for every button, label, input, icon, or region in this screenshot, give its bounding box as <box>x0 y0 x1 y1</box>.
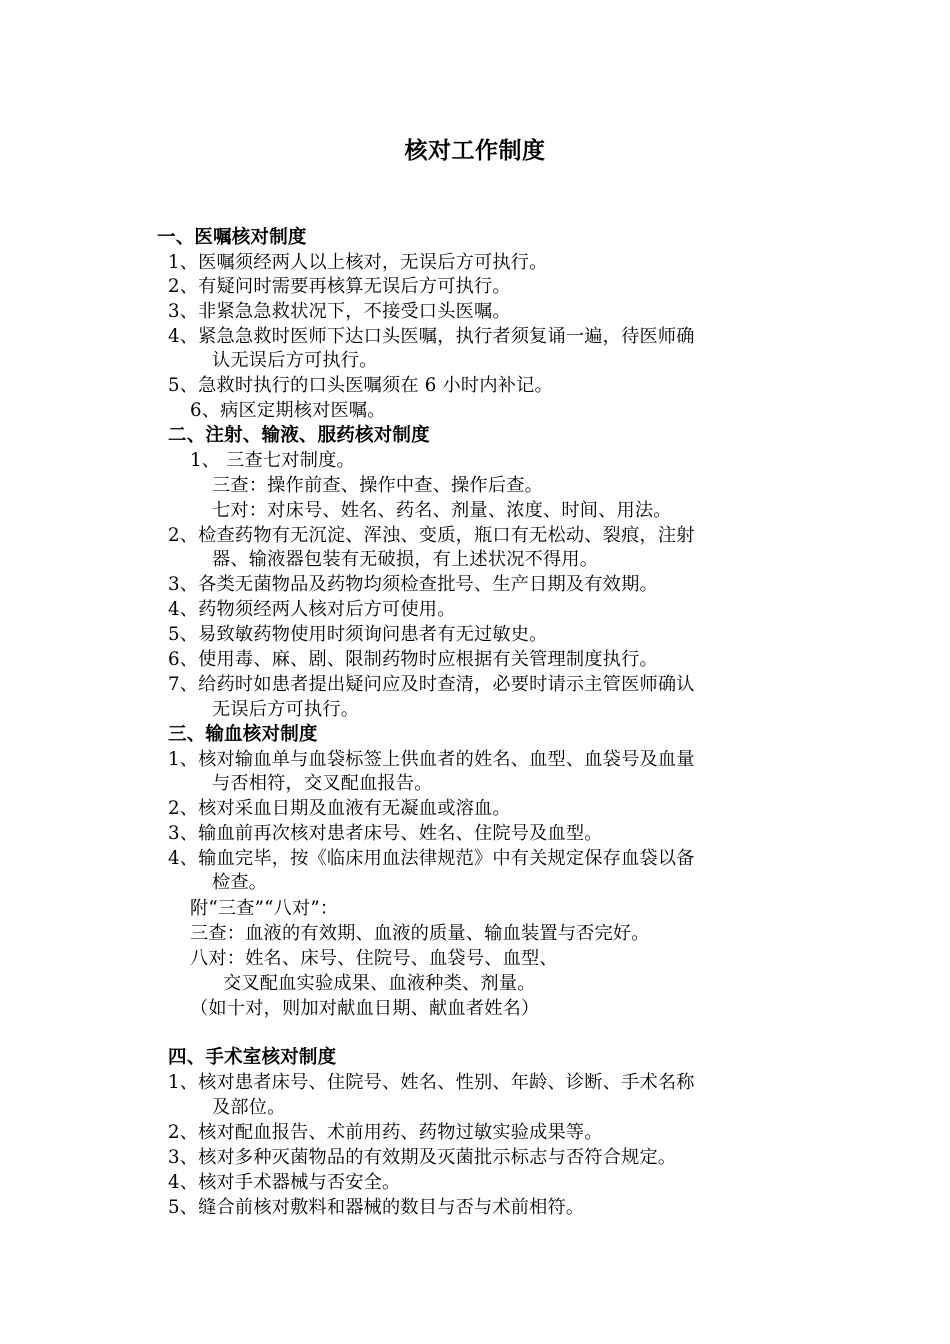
paragraph-line: 3、输血前再次核对患者床号、姓名、住院号及血型。 <box>168 823 603 844</box>
paragraph-line: 6、使用毒、麻、剧、限制药物时应根据有关管理制度执行。 <box>168 649 658 670</box>
paragraph-line: 三查：操作前查、操作中查、操作后查。 <box>212 475 543 496</box>
paragraph-line: 与否相符，交叉配血报告。 <box>212 773 433 794</box>
paragraph-line: 七对：对床号、姓名、药名、剂量、浓度、时间、用法。 <box>212 500 672 521</box>
note-line: 交叉配血实验成果、血液种类、剂量。 <box>223 973 536 994</box>
paragraph-line: 3、各类无菌物品及药物均须检查批号、生产日期及有效期。 <box>168 574 658 595</box>
note-line: 三查：血液的有效期、血液的质量、输血装置与否完好。 <box>190 923 650 944</box>
paragraph-line: 器、输液器包装有无破损，有上述状况不得用。 <box>212 549 599 570</box>
note-line: 八对：姓名、床号、住院号、血袋号、血型、 <box>190 948 558 969</box>
paragraph-line: 认无误后方可执行。 <box>212 350 378 371</box>
paragraph-line: 3、非紧急急救状况下，不接受口头医嘱。 <box>168 301 511 322</box>
note-line: （如十对，则加对献血日期、献血者姓名） <box>190 998 540 1019</box>
paragraph-line: 6、病区定期核对医嘱。 <box>190 400 386 421</box>
document-title: 核对工作制度 <box>404 138 546 164</box>
paragraph-line: 5、急救时执行的口头医嘱须在 6 小时内补记。 <box>168 375 553 396</box>
paragraph-line: 5、易致敏药物使用时须询问患者有无过敏史。 <box>168 624 548 645</box>
paragraph-line: 无误后方可执行。 <box>212 699 360 720</box>
paragraph-line: 检查。 <box>212 872 268 893</box>
paragraph-line: 4、紧急急救时医师下达口头医嘱，执行者须复诵一遍，待医师确 <box>168 326 695 347</box>
section-heading-blood-transfusion: 三、输血核对制度 <box>168 724 318 745</box>
paragraph-line: 3、核对多种灭菌物品的有效期及灭菌批示标志与否符合规定。 <box>168 1147 677 1168</box>
paragraph-line: 1、 三查七对制度。 <box>190 450 355 471</box>
paragraph-line: 2、有疑问时需要再核算无误后方可执行。 <box>168 276 511 297</box>
paragraph-line: 4、药物须经两人核对后方可使用。 <box>168 599 456 620</box>
paragraph-line: 1、医嘱须经两人以上核对，无误后方可执行。 <box>168 252 548 273</box>
paragraph-line: 2、检查药物有无沉淀、浑浊、变质，瓶口有无松动、裂痕，注射 <box>168 525 695 546</box>
paragraph-line: 7、给药时如患者提出疑问应及时查清，必要时请示主管医师确认 <box>168 674 695 695</box>
paragraph-line: 及部位。 <box>212 1097 286 1118</box>
section-heading-operating-room: 四、手术室核对制度 <box>168 1047 337 1068</box>
paragraph-line: 4、输血完毕，按《临床用血法律规范》中有关规定保存血袋以备 <box>168 848 695 869</box>
paragraph-line: 4、核对手术器械与否安全。 <box>168 1172 401 1193</box>
paragraph-line: 5、缝合前核对敷料和器械的数目与否与术前相符。 <box>168 1197 585 1218</box>
section-heading-medical-orders: 一、医嘱核对制度 <box>157 227 307 248</box>
section-heading-injection-medication: 二、注射、输液、服药核对制度 <box>168 425 430 446</box>
paragraph-line: 1、核对患者床号、住院号、姓名、性别、年龄、诊断、手术名称 <box>168 1072 695 1093</box>
paragraph-line: 2、核对配血报告、术前用药、药物过敏实验成果等。 <box>168 1122 603 1143</box>
paragraph-line: 2、核对采血日期及血液有无凝血或溶血。 <box>168 798 511 819</box>
note-line: 附“三查”“八对”： <box>190 898 339 919</box>
paragraph-line: 1、核对输血单与血袋标签上供血者的姓名、血型、血袋号及血量 <box>168 749 695 770</box>
